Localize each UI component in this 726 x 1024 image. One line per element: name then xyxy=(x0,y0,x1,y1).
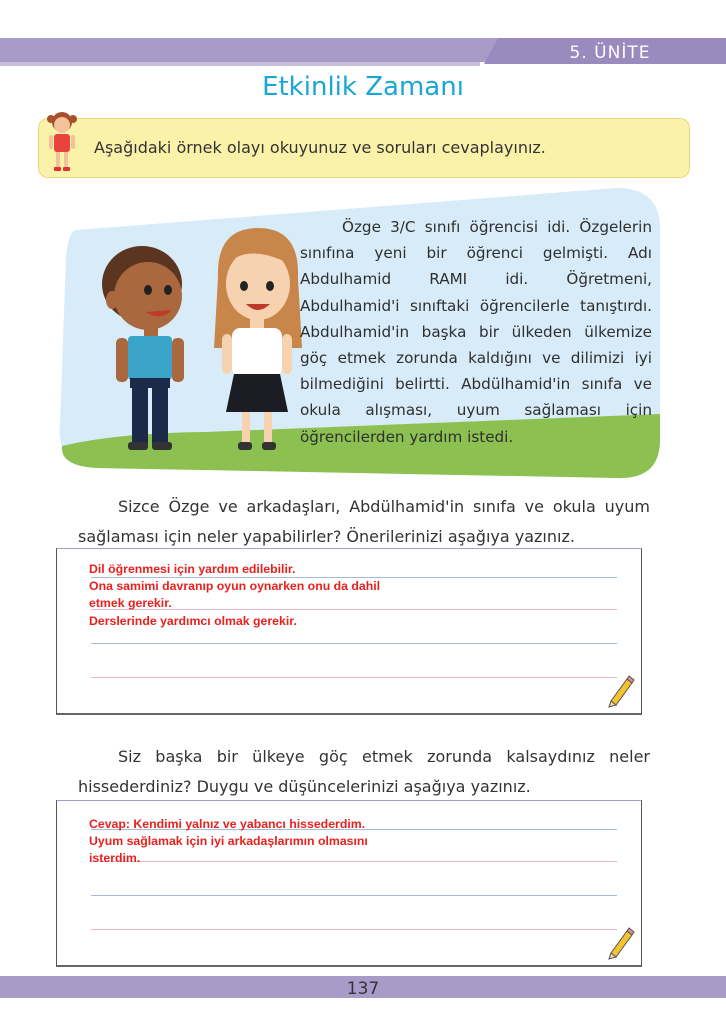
header-band-accent xyxy=(0,62,480,66)
answer-1-line-1: Dil öğrenmesi için yardım edilebilir. xyxy=(89,562,296,576)
answer-box-2[interactable] xyxy=(56,800,642,967)
writing-line xyxy=(91,929,617,930)
pencil-icon xyxy=(605,927,635,961)
answer-box-1[interactable] xyxy=(56,548,642,715)
answer-2-line-1: Cevap: Kendimi yalnız ve yabancı hissederdim. xyxy=(89,817,366,831)
writing-line xyxy=(91,895,617,896)
activity-title: Etkinlik Zamanı xyxy=(262,72,464,102)
writing-line xyxy=(91,643,617,644)
question-2 xyxy=(78,742,650,802)
pencil-icon xyxy=(605,675,635,709)
girl-character-icon xyxy=(42,110,82,172)
answer-2-line-2: Uyum sağlamak için iyi arkadaşlarımın olmasını xyxy=(89,834,368,848)
page-number: 137 xyxy=(346,979,380,999)
instruction-text: Aşağıdaki örnek olayı okuyunuz ve soruları cevaplayınız. xyxy=(94,138,546,157)
answer-2-line-3: isterdim. xyxy=(89,851,141,865)
unit-label: 5. ÜNİTE xyxy=(569,43,651,63)
question-1 xyxy=(78,492,650,552)
story-text xyxy=(300,214,652,450)
writing-line xyxy=(91,677,617,678)
story-paragraph: Özge 3/C sınıfı öğrencisi idi. Özgelerin sınıfına yeni bir öğrenci gelmişti. Adı Abdulhamid RAMI idi. Öğretmeni, Abdulhamid'i sınıftaki öğrencilerle tanıştırdı. Abdulhamid'in başka bir ülkeden ülkemize göç etmek zorunda kaldığını ve dilimizi iyi bilmediğini belirtti. Abdülhamid'in sınıfa ve okula alışması, uyum sağlaması için öğrencilerden yardım istedi. xyxy=(300,218,652,446)
answer-1-line-2: Ona samimi davranıp oyun oynarken onu da dahil xyxy=(89,579,381,593)
answer-1-line-4: Derslerinde yardımcı olmak gerekir. xyxy=(89,614,297,628)
question-1-text: Sizce Özge ve arkadaşları, Abdülhamid'in sınıfa ve okula uyum sağlaması için neler yapabilirler? Önerilerinizi aşağıya yazınız. xyxy=(78,497,650,546)
answer-1-line-3: etmek gerekir. xyxy=(89,596,172,610)
question-2-text: Siz başka bir ülkeye göç etmek zorunda kalsaydınız neler hissederdiniz? Duygu ve düşüncelerinizi aşağıya yazınız. xyxy=(78,747,650,796)
